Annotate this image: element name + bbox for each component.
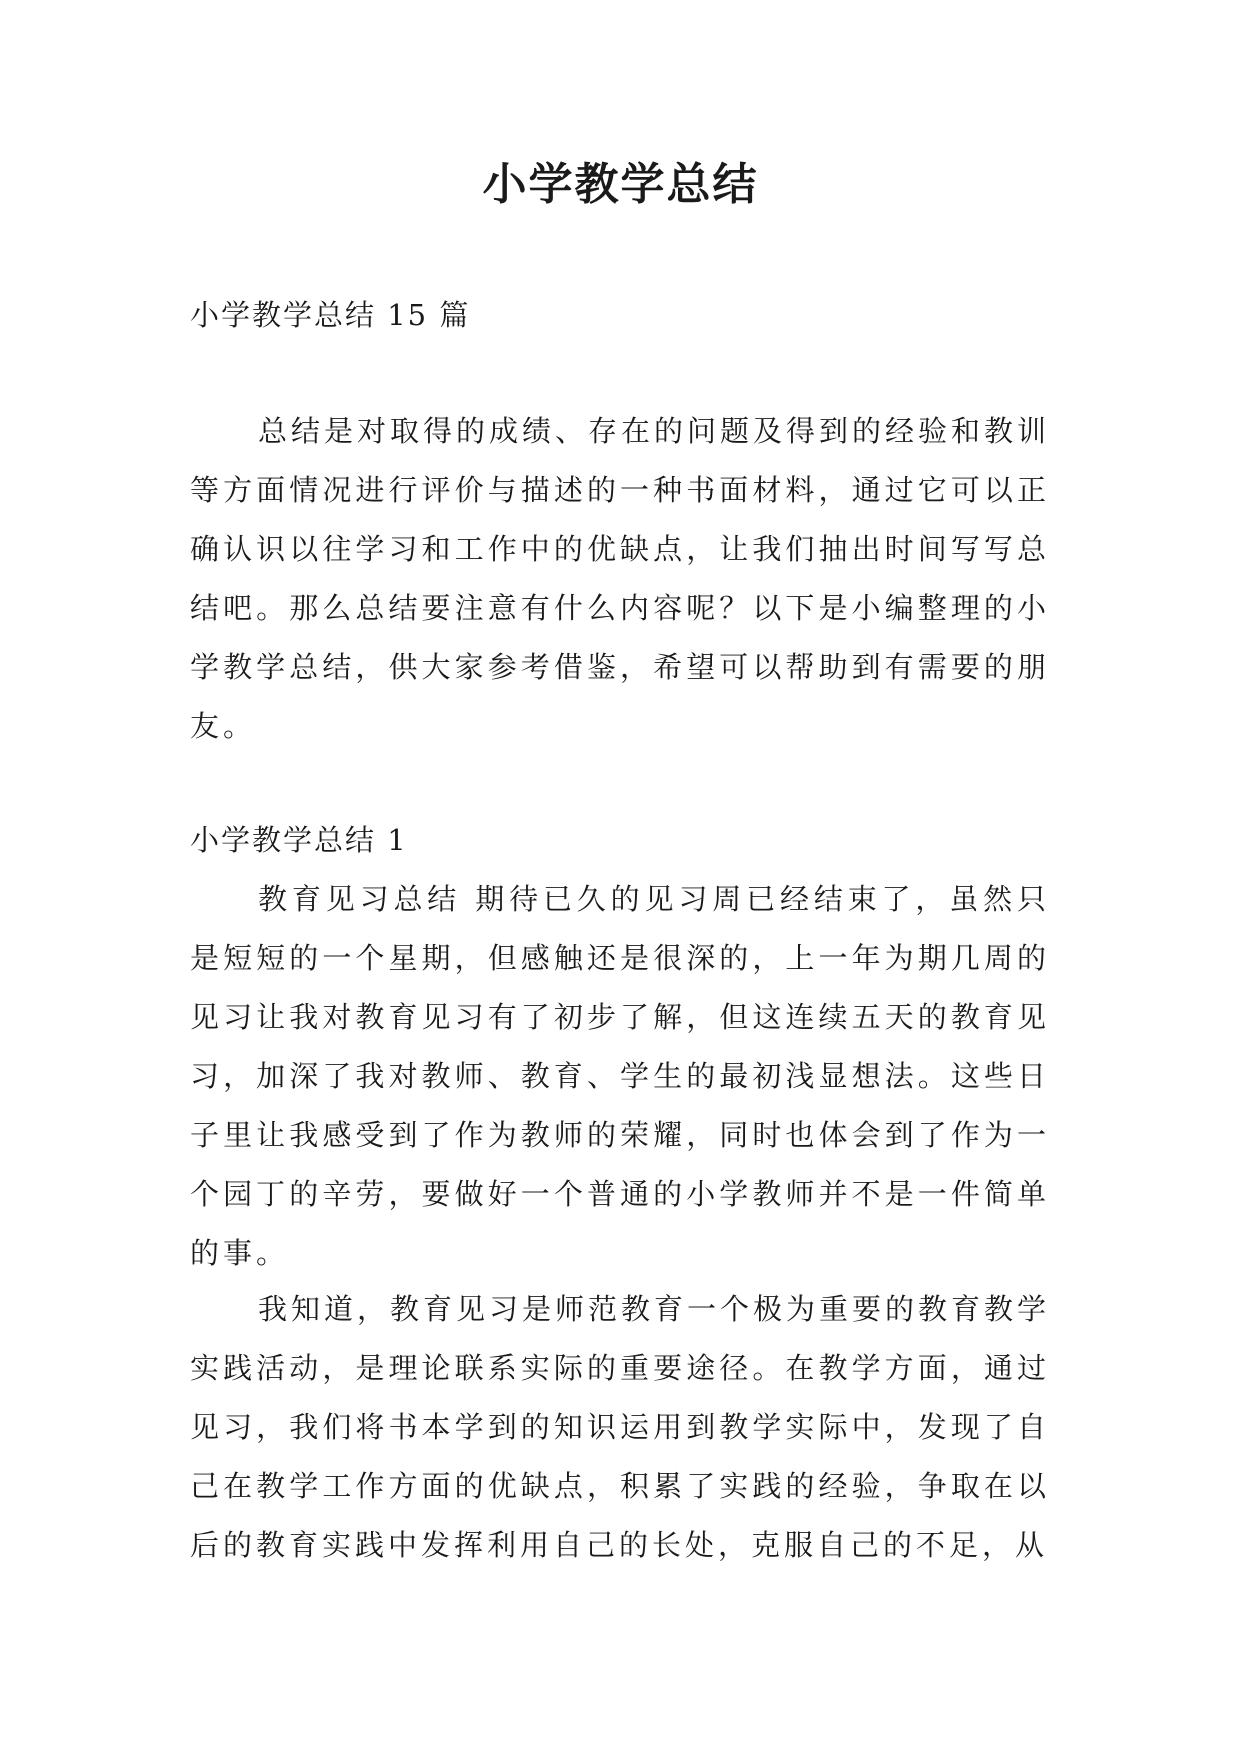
section-heading: 小学教学总结 1 xyxy=(190,823,408,857)
section-paragraph-2: 我知道，教育见习是师范教育一个极为重要的教育教学实践活动，是理论联系实际的重要途径。在教学方面，通过见习，我们将书本学到的知识运用到教学实际中，发现了自己在教学工作方面的优缺点，积累了实践的经验，争取在以后的教育实践中发挥利用自己的长处，克服自己的不足，从 xyxy=(190,1292,1051,1562)
intro-paragraph: 总结是对取得的成绩、存在的问题及得到的经验和教训等方面情况进行评价与描述的一种书面材料，通过它可以正确认识以往学习和工作中的优缺点，让我们抽出时间写写总结吧。那么总结要注意有什么内容呢？以下是小编整理的小学教学总结，供大家参考借鉴，希望可以帮助到有需要的朋友。 xyxy=(190,414,1051,743)
document-title: 小学教学总结 xyxy=(482,159,759,210)
document-subtitle: 小学教学总结 15 篇 xyxy=(190,298,471,332)
section-paragraph-1: 教育见习总结 期待已久的见习周已经结束了，虽然只是短短的一个星期，但感触还是很深的，上一年为期几周的见习让我对教育见习有了初步了解，但这连续五天的教育见习，加深了我对教师、教育、学生的最初浅显想法。这些日子里让我感受到了作为教师的荣耀，同时也体会到了作为一个园丁的辛劳，要做好一个普通的小学教师并不是一件简单的事。 xyxy=(190,882,1050,1270)
